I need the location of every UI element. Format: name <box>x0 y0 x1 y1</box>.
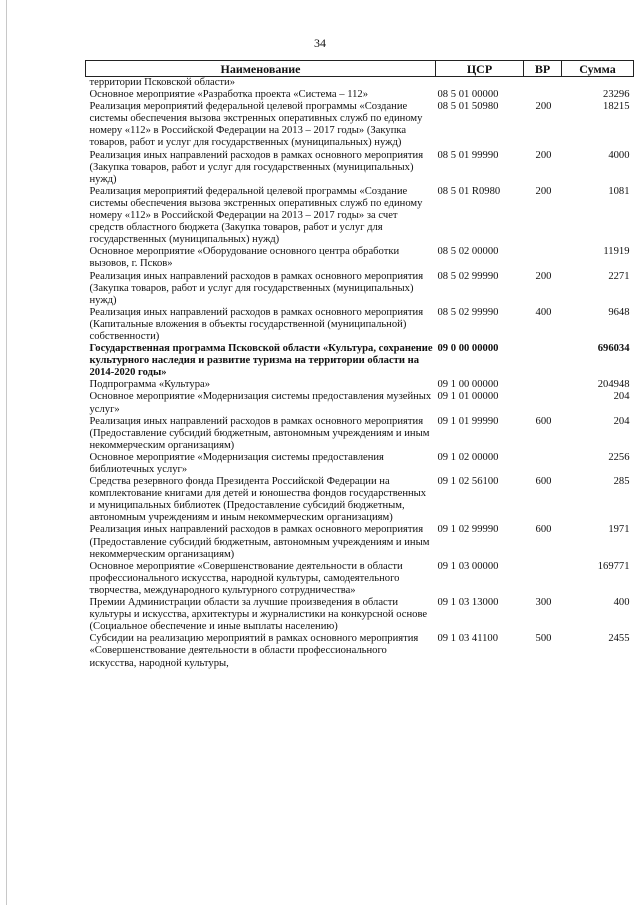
row-csr: 09 1 01 99990 <box>437 415 499 427</box>
row-vr: 600 <box>535 524 552 536</box>
row-sum: 204 <box>613 391 630 403</box>
row-csr: 08 5 01 R0980 <box>437 185 501 197</box>
header-vr: ВР <box>524 61 562 77</box>
row-vr <box>524 561 562 597</box>
table-row <box>86 379 634 391</box>
row-csr: 08 5 01 00000 <box>437 89 499 101</box>
row-vr: 500 <box>535 633 552 645</box>
table-row <box>86 150 634 186</box>
table-row <box>86 307 634 343</box>
row-csr: 09 1 03 00000 <box>437 560 499 572</box>
row-name: Реализация мероприятий федеральной целевой программы «Создание системы обеспечения вызова экстренных оперативных служб по единому номеру «112» в Российской Федерации на 2013 – 2017 годы» за счет средств областного бюджета (Закупка товаров, работ и услуг для государственных (муниципальных) нужд) <box>89 185 423 246</box>
table-row <box>86 89 634 101</box>
row-vr <box>524 391 562 415</box>
header-sum: Сумма <box>562 61 634 77</box>
row-vr <box>524 343 562 379</box>
row-sum: 204948 <box>597 379 630 391</box>
row-name: Государственная программа Псковской области «Культура, сохранение культурного наследия и развитие туризма на территории области на 2014-2020 годы» <box>89 343 433 379</box>
table-row <box>86 561 634 597</box>
row-csr <box>436 77 524 90</box>
row-sum: 1081 <box>608 185 630 197</box>
row-csr: 08 5 01 99990 <box>437 149 499 161</box>
row-sum: 1971 <box>608 524 630 536</box>
row-name: Основное мероприятие «Модернизация системы предоставления музейных услуг» <box>89 391 432 415</box>
row-vr: 600 <box>535 476 552 488</box>
table-row <box>86 391 634 415</box>
row-name: Средства резервного фонда Президента Российской Федерации на комплектование книгами для детей и юношества фондов государственных и муниципальных библиотек (Предоставление субсидий бюджетным, автономным учреждениям и иным некоммерческим организациям) <box>89 476 427 524</box>
row-csr: 08 5 02 99990 <box>437 306 499 318</box>
table-row <box>86 77 634 90</box>
row-sum: 696034 <box>597 343 630 355</box>
table-row <box>86 101 634 149</box>
row-csr: 09 1 02 00000 <box>437 451 499 463</box>
row-csr: 09 0 00 00000 <box>437 343 499 355</box>
row-vr: 200 <box>535 185 552 197</box>
row-vr <box>524 452 562 476</box>
row-sum: 2256 <box>608 451 630 463</box>
row-csr: 09 1 02 99990 <box>437 524 499 536</box>
table-row <box>86 524 634 560</box>
table-header-row <box>86 61 634 77</box>
table-row <box>86 343 634 379</box>
row-name: Основное мероприятие «Оборудование основного центра обработки вызовов, г. Псков» <box>89 246 400 270</box>
row-csr: 08 5 02 99990 <box>437 270 499 282</box>
row-csr: 09 1 02 56100 <box>437 476 499 488</box>
scan-edge-line <box>6 0 7 905</box>
row-csr: 09 1 01 00000 <box>437 391 499 403</box>
row-name: Реализация иных направлений расходов в рамках основного мероприятия (Закупка товаров, работ и услуг для государственных (муниципальных) нужд) <box>89 270 424 306</box>
row-sum: 9648 <box>608 306 630 318</box>
table-row <box>86 476 634 524</box>
table-row <box>86 452 634 476</box>
row-name: территории Псковской области» <box>89 77 235 88</box>
row-sum: 2271 <box>608 270 630 282</box>
row-vr <box>524 379 562 391</box>
row-vr <box>524 246 562 270</box>
table-row <box>86 416 634 452</box>
row-name: Реализация иных направлений расходов в рамках основного мероприятия (Предоставление субсидий бюджетным, автономным учреждениям и иным некоммерческим организациям) <box>89 524 430 560</box>
row-sum: 204 <box>613 415 630 427</box>
row-sum <box>562 77 634 90</box>
row-vr <box>524 77 562 90</box>
row-name: Премии Администрации области за лучшие произведения в области культуры и искусства, архитектуры и журналистики на конкурсной основе (Социальное обеспечение и иные выплаты населению) <box>89 597 428 633</box>
row-name: Реализация иных направлений расходов в рамках основного мероприятия (Закупка товаров, работ и услуг для государственных (муниципальных) нужд) <box>89 149 424 185</box>
row-vr <box>524 89 562 101</box>
row-vr: 600 <box>535 415 552 427</box>
row-sum: 18215 <box>603 101 630 113</box>
table-row <box>86 186 634 246</box>
page-number: 34 <box>314 36 326 50</box>
row-vr: 400 <box>535 306 552 318</box>
row-sum: 23296 <box>603 89 630 101</box>
row-vr: 200 <box>535 149 552 161</box>
table-body <box>86 77 634 670</box>
table-row <box>86 246 634 270</box>
row-name: Основное мероприятие «Модернизация системы предоставления библиотечных услуг» <box>89 451 384 475</box>
row-name: Основное мероприятие «Разработка проекта «Система – 112» <box>89 89 369 101</box>
row-name: Основное мероприятие «Совершенствование деятельности в области профессионального искусства, народной культуры, самодеятельного творчества, международного культурного сотрудничества» <box>89 560 403 596</box>
header-name: Наименование <box>86 61 436 77</box>
row-vr: 200 <box>535 101 552 113</box>
row-sum: 2455 <box>608 633 630 645</box>
row-name: Субсидии на реализацию мероприятий в рамках основного мероприятия «Совершенствование деятельности в области профессионального искусства, народной культуры, <box>89 633 419 669</box>
row-name: Реализация мероприятий федеральной целевой программы «Создание системы обеспечения вызова экстренных оперативных служб по единому номеру «112» в Российской Федерации на 2013 – 2017 годы» (Закупка товаров, работ и услуг для государственных (муниципальных) нужд) <box>89 101 423 149</box>
row-csr: 09 1 00 00000 <box>437 379 499 391</box>
row-sum: 4000 <box>608 149 630 161</box>
row-vr: 200 <box>535 270 552 282</box>
row-name: Реализация иных направлений расходов в рамках основного мероприятия (Капитальные вложения в объекты государственной (муниципальной) собственности) <box>89 306 424 342</box>
row-sum: 285 <box>613 476 630 488</box>
table-row <box>86 597 634 633</box>
row-sum: 169771 <box>597 560 630 572</box>
budget-table <box>85 60 634 670</box>
table-row <box>86 633 634 669</box>
header-csr: ЦСР <box>436 61 524 77</box>
row-vr: 300 <box>535 597 552 609</box>
row-sum: 11919 <box>603 246 630 258</box>
row-name: Реализация иных направлений расходов в рамках основного мероприятия (Предоставление субсидий бюджетным, автономным учреждениям и иным некоммерческим организациям) <box>89 415 430 451</box>
table-row <box>86 271 634 307</box>
row-csr: 08 5 01 50980 <box>437 101 499 113</box>
row-csr: 09 1 03 41100 <box>437 633 499 645</box>
row-csr: 08 5 02 00000 <box>437 246 499 258</box>
row-name: Подпрограмма «Культура» <box>89 379 211 391</box>
row-sum: 400 <box>613 597 630 609</box>
row-csr: 09 1 03 13000 <box>437 597 499 609</box>
